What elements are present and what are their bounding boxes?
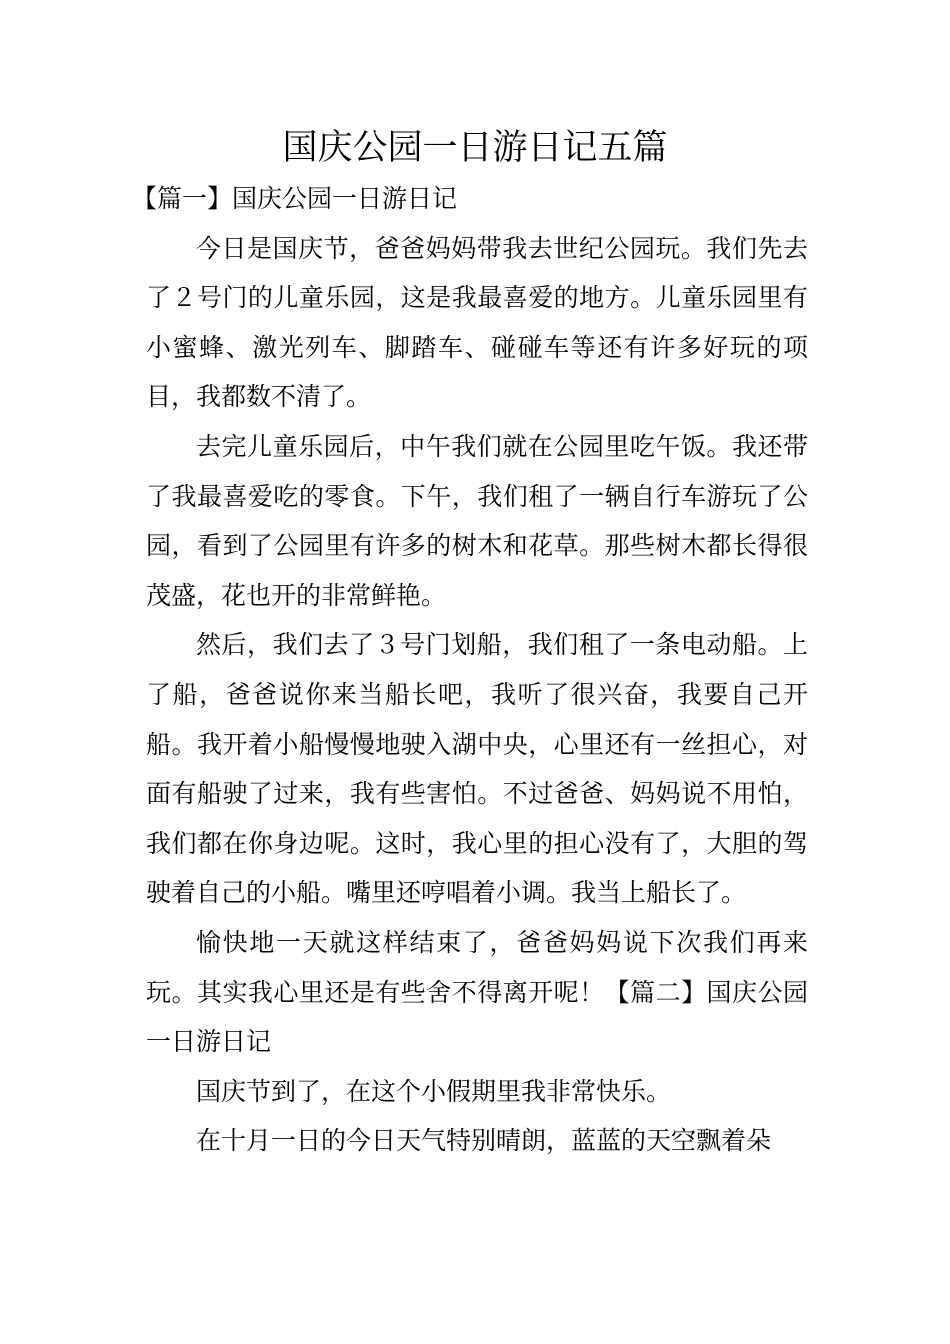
section-heading: 【篇一】国庆公园一日游日记 — [132, 184, 458, 213]
paragraph-1: 今日是国庆节，爸爸妈妈带我去世纪公园玩。我们先去了２号门的儿童乐园，这是我最喜爱的地方。儿童乐园里有小蜜蜂、激光列车、脚踏车、碰碰车等还有许多好玩的项目，我都数不清了。 — [146, 233, 808, 412]
document-body — [132, 174, 808, 1166]
paragraph-3: 然后，我们去了３号门划船，我们租了一条电动船。上了船，爸爸说你来当船长吧，我听了很兴奋，我要自己开船。我开着小船慢慢地驶入湖中央，心里还有一丝担心，对面有船驶了过来，我有些害怕。不过爸爸、妈妈说不用怕，我们都在你身边呢。这时，我心里的担心没有了，大胆的驾驶着自己的小船。嘴里还哼唱着小调。我当上船长了。 — [146, 630, 808, 908]
document-title: 国庆公园一日游日记五篇 — [282, 128, 668, 168]
paragraph-2: 去完儿童乐园后，中午我们就在公园里吃午饭。我还带了我最喜爱吃的零食。下午，我们租了一辆自行车游玩了公园，看到了公园里有许多的树木和花草。那些树木都长得很茂盛，花也开的非常鲜艳。 — [146, 431, 808, 610]
paragraph-4: 愉快地一天就这样结束了，爸爸妈妈说下次我们再来玩。其实我心里还是有些舍不得离开呢！【篇二】国庆公园一日游日记 — [146, 927, 808, 1057]
paragraph-5: 国庆节到了，在这个小假期里我非常快乐。 — [196, 1076, 672, 1106]
paragraph-6: 在十月一日的今日天气特别晴朗，蓝蓝的天空飘着朵 — [196, 1126, 772, 1156]
